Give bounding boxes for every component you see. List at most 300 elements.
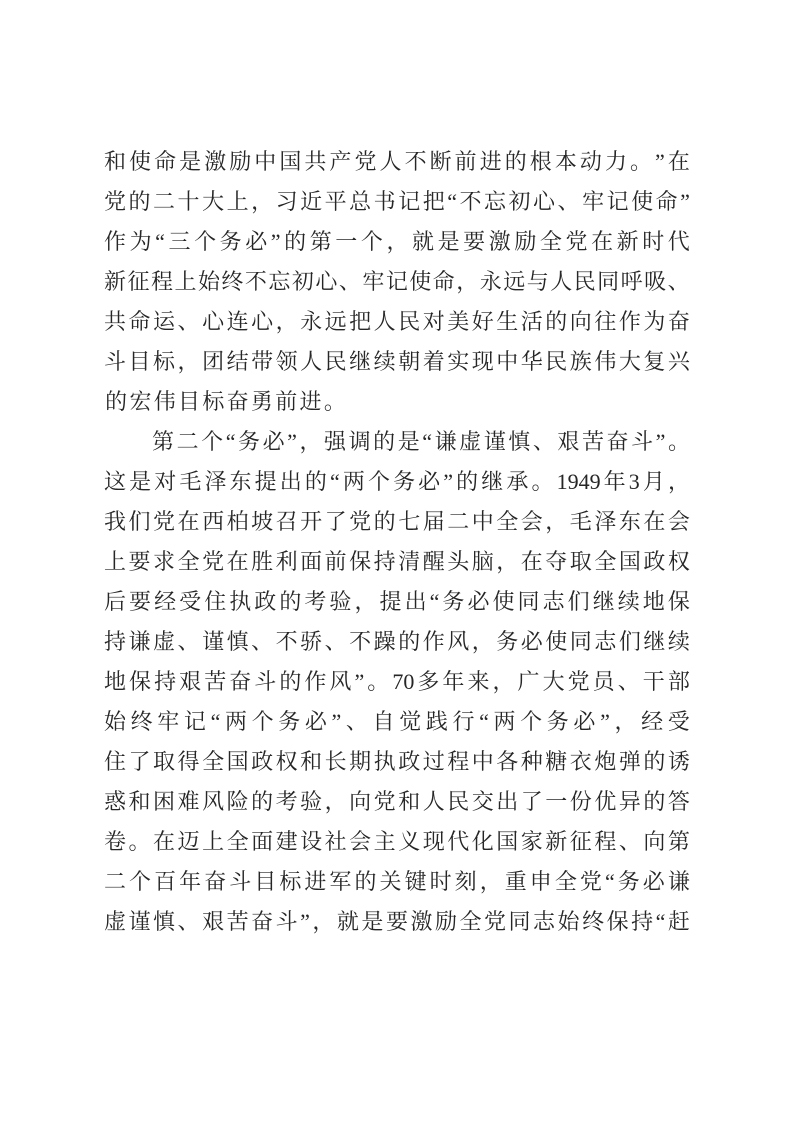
text-token: 党	[349, 509, 372, 534]
text-token: 得	[177, 749, 200, 774]
text-token: 命	[154, 149, 177, 174]
text-token: 二	[447, 509, 470, 534]
text-token: 大	[202, 189, 225, 214]
text-line-6	[104, 342, 690, 382]
text-token: 的	[545, 309, 568, 334]
text-token: 党	[565, 229, 588, 254]
text-token: 关	[379, 869, 402, 894]
text-token: 励	[434, 909, 457, 934]
text-token: 要	[129, 589, 152, 614]
text-token: 不	[244, 269, 267, 294]
text-token: 出	[404, 589, 427, 614]
text-token: 取	[153, 749, 176, 774]
text-token: 好	[471, 309, 494, 334]
text-token: 、	[345, 709, 368, 734]
text-line-18	[104, 822, 690, 862]
text-token: “	[329, 469, 340, 494]
text-token: 第	[152, 429, 175, 454]
text-token: 面	[300, 549, 323, 574]
text-token: 了	[128, 749, 151, 774]
text-token: 政	[251, 749, 274, 774]
text-token: 继	[643, 629, 666, 654]
text-token: 、	[338, 269, 361, 294]
text-token: 、	[177, 309, 200, 334]
text-token: 初	[508, 189, 531, 214]
text-token: 的	[643, 749, 666, 774]
text-token: 全	[459, 909, 482, 934]
text-token: 提	[379, 589, 402, 614]
text-token: ，	[275, 309, 298, 334]
text-token: 代	[667, 229, 690, 254]
text-token: 务	[238, 429, 261, 454]
text-token: 续	[373, 349, 396, 374]
text-token: 和	[104, 149, 127, 174]
text-token: 忘	[484, 189, 507, 214]
text-token: 两	[224, 709, 247, 734]
text-token: 在	[591, 229, 614, 254]
text-token: ，	[496, 549, 519, 574]
text-token: 就	[336, 909, 359, 934]
text-token: 程	[150, 269, 173, 294]
text-token: 心	[202, 309, 225, 334]
text-token: 近	[300, 189, 323, 214]
text-token: 骄	[300, 629, 323, 654]
text-token: 、	[557, 189, 580, 214]
text-token: 执	[229, 589, 252, 614]
text-token: 个	[251, 709, 274, 734]
text-token: 心	[533, 189, 556, 214]
text-token: 心	[315, 269, 338, 294]
text-token: 对	[154, 469, 177, 494]
text-token: 人	[379, 149, 402, 174]
text-token: 承	[506, 469, 529, 494]
text-token: 终	[130, 709, 153, 734]
text-token: 验	[300, 789, 323, 814]
text-token: 出	[279, 469, 302, 494]
text-token: 住	[104, 749, 127, 774]
text-token: 奋	[226, 389, 249, 414]
text-token: 执	[373, 749, 396, 774]
text-line-11	[104, 542, 690, 582]
text-token: 的	[279, 669, 302, 694]
text-token: ，	[456, 269, 479, 294]
text-token: 权	[667, 549, 690, 574]
text-token: 忘	[268, 269, 291, 294]
text-token: 员	[592, 669, 615, 694]
text-token: 同	[508, 909, 531, 934]
text-token: 个	[367, 469, 390, 494]
text-token: 在	[177, 509, 200, 534]
text-token: 、	[177, 629, 200, 654]
text-token: 记	[606, 189, 629, 214]
text-token: 续	[667, 629, 690, 654]
text-line-5	[104, 302, 690, 342]
text-token: 必	[262, 429, 285, 454]
text-token: 必	[304, 709, 327, 734]
text-token: 权	[275, 749, 298, 774]
text-token: 华	[520, 349, 543, 374]
text-token: 的	[643, 789, 666, 814]
text-token: 奋	[667, 309, 690, 334]
text-token: 份	[569, 789, 592, 814]
text-token: 为	[129, 229, 152, 254]
text-token: 志	[542, 589, 565, 614]
text-token: 奋	[229, 669, 252, 694]
text-token: 向	[643, 829, 666, 854]
text-token: 务	[496, 629, 519, 654]
text-token: ，	[492, 669, 515, 694]
text-token: 续	[617, 589, 640, 614]
text-token: 设	[300, 829, 323, 854]
text-token: 使	[409, 269, 432, 294]
text-token: 泽	[204, 469, 227, 494]
text-token: 醒	[422, 549, 445, 574]
text-token: 后	[104, 589, 127, 614]
text-token: 不	[404, 149, 427, 174]
text-token: 全	[202, 749, 225, 774]
text-token: 的	[398, 629, 421, 654]
text-token: 往	[594, 309, 617, 334]
text-token: 把	[349, 309, 372, 334]
text-token: 为	[643, 309, 666, 334]
text-token: 命	[655, 189, 678, 214]
text-token: 的	[105, 389, 128, 414]
text-token: 必	[467, 589, 490, 614]
text-token: “	[210, 709, 221, 734]
text-token: 脑	[471, 549, 494, 574]
text-token: 年	[442, 669, 465, 694]
text-token: 根	[529, 149, 552, 174]
text-token: 、	[177, 909, 200, 934]
text-token: 十	[177, 189, 200, 214]
text-token: ，	[545, 509, 568, 534]
text-token: 个	[201, 429, 224, 454]
text-token: 活	[520, 309, 543, 334]
text-token: 带	[251, 349, 274, 374]
text-token: ”	[270, 229, 281, 254]
text-token: 优	[594, 789, 617, 814]
text-token: 各	[496, 749, 519, 774]
text-token: 使	[545, 629, 568, 654]
text-token: 作	[104, 229, 127, 254]
text-line-14	[104, 662, 690, 702]
text-token: 的	[456, 469, 479, 494]
text-token: 3	[628, 469, 640, 494]
text-token: 毛	[569, 509, 592, 534]
text-token: 把	[422, 189, 445, 214]
text-line-10	[104, 502, 690, 542]
text-token: 苦	[204, 669, 227, 694]
text-token: 、	[667, 269, 690, 294]
text-token: 勇	[250, 389, 273, 414]
text-token: 务	[546, 709, 569, 734]
text-token: 社	[324, 829, 347, 854]
text-token: 和	[398, 789, 421, 814]
text-token: 胜	[251, 549, 274, 574]
text-token: 我	[104, 509, 127, 534]
text-token: 答	[667, 789, 690, 814]
text-token: 了	[520, 789, 543, 814]
text-token: 异	[618, 789, 641, 814]
text-token: 毛	[179, 469, 202, 494]
text-token: 奋	[251, 909, 274, 934]
text-token: 召	[275, 509, 298, 534]
text-line-19	[104, 862, 690, 902]
text-token: 是	[129, 469, 152, 494]
text-token: ”	[354, 669, 365, 694]
text-token: 进	[479, 149, 502, 174]
text-token: 标	[153, 349, 176, 374]
text-token: 使	[631, 189, 654, 214]
text-token: 政	[398, 749, 421, 774]
text-token: 炮	[594, 749, 617, 774]
text-token: 谨	[483, 429, 506, 454]
text-token: 牢	[582, 189, 605, 214]
text-token: 新	[104, 269, 127, 294]
text-token: 党	[354, 149, 377, 174]
text-token: 个	[520, 709, 543, 734]
text-token: 习	[275, 189, 298, 214]
text-token: 虚	[459, 429, 482, 454]
text-token: 。	[323, 389, 346, 414]
text-token: 躁	[373, 629, 396, 654]
text-token: 作	[422, 629, 445, 654]
text-token: 来	[467, 669, 490, 694]
text-token: 始	[557, 909, 580, 934]
text-token: 期	[349, 749, 372, 774]
text-token: 朝	[398, 349, 421, 374]
text-token: 夺	[545, 549, 568, 574]
text-token: 伟	[153, 389, 176, 414]
text-token: 志	[533, 909, 556, 934]
text-token: 柏	[226, 509, 249, 534]
text-token: 全	[177, 549, 200, 574]
text-token: 会	[667, 509, 690, 534]
text-token: 就	[412, 229, 435, 254]
text-token: 励	[514, 229, 537, 254]
text-token: 提	[254, 469, 277, 494]
text-token: 。	[629, 149, 652, 174]
text-token: 保	[129, 669, 152, 694]
text-token: 卷	[104, 829, 127, 854]
text-token: 作	[618, 309, 641, 334]
text-token: 三	[168, 229, 191, 254]
text-token: 政	[254, 589, 277, 614]
text-token: 进	[304, 869, 327, 894]
text-token: 必	[245, 229, 268, 254]
text-token: 行	[452, 709, 475, 734]
text-token: 新	[616, 229, 639, 254]
text-token: 本	[554, 149, 577, 174]
text-token: 继	[481, 469, 504, 494]
text-token: 长	[324, 749, 347, 774]
text-token: 化	[471, 829, 494, 854]
text-token: 伟	[594, 349, 617, 374]
text-token: 、	[251, 629, 274, 654]
text-token: 经	[641, 709, 664, 734]
text-token: 运	[153, 309, 176, 334]
text-token: 保	[606, 909, 629, 934]
text-token: 部	[667, 669, 690, 694]
text-token: 政	[643, 549, 666, 574]
text-token: 实	[447, 349, 470, 374]
text-token: ”	[287, 429, 297, 454]
text-token: 二	[104, 869, 127, 894]
text-token: 地	[642, 589, 665, 614]
text-token: 中	[471, 509, 494, 534]
text-token: 二	[153, 189, 176, 214]
text-token: 激	[204, 149, 227, 174]
text-token: 总	[349, 189, 372, 214]
text-token: 人	[550, 269, 573, 294]
text-token: 。	[128, 829, 151, 854]
text-token: 记	[183, 709, 206, 734]
text-token: 断	[429, 149, 452, 174]
text-token: 的	[251, 789, 274, 814]
text-token: 七	[398, 509, 421, 534]
text-token: 风	[329, 669, 352, 694]
text-token: 的	[354, 869, 377, 894]
text-token: 作	[304, 669, 327, 694]
text-token: 斗	[275, 909, 298, 934]
text-token: 人	[300, 349, 323, 374]
text-token: 经	[154, 589, 177, 614]
text-line-12	[104, 582, 690, 622]
text-token: 的	[284, 229, 307, 254]
text-token: 开	[300, 509, 323, 534]
text-token: 月	[642, 469, 665, 494]
text-token: 现	[471, 349, 494, 374]
document-body	[104, 142, 690, 942]
text-line-1	[104, 142, 690, 182]
text-token: 全	[594, 549, 617, 574]
text-token: 年	[179, 869, 202, 894]
text-token: 惑	[104, 789, 127, 814]
text-token: 党	[373, 789, 396, 814]
text-token: 产	[329, 149, 352, 174]
text-token: 苦	[226, 909, 249, 934]
text-token: 的	[373, 429, 396, 454]
text-token: 这	[104, 469, 127, 494]
text-token: 交	[471, 789, 494, 814]
text-token: ”	[655, 149, 665, 174]
text-token: 目	[128, 349, 151, 374]
text-token: 标	[202, 389, 225, 414]
text-token: 要	[128, 549, 151, 574]
text-token: 命	[128, 309, 151, 334]
text-token: 中	[471, 749, 494, 774]
text-token: “	[604, 869, 615, 894]
text-token: 平	[324, 189, 347, 214]
text-token: 键	[404, 869, 427, 894]
text-token: “	[155, 229, 165, 254]
text-token: 西	[202, 509, 225, 534]
text-token: 呼	[620, 269, 643, 294]
text-token: 时	[429, 869, 452, 894]
text-token: 上	[174, 269, 197, 294]
text-token: 过	[422, 749, 445, 774]
text-token: 向	[569, 309, 592, 334]
text-token: ，	[354, 589, 377, 614]
text-token: 糖	[545, 749, 568, 774]
text-token: 斗	[631, 429, 654, 454]
text-token: 的	[504, 149, 527, 174]
text-token: 在	[226, 549, 249, 574]
text-token: 着	[422, 349, 445, 374]
text-token: 时	[642, 229, 665, 254]
text-token: 一	[335, 229, 358, 254]
text-token: 目	[254, 869, 277, 894]
text-token: 斗	[104, 349, 127, 374]
text-token: 头	[447, 549, 470, 574]
text-token: 代	[447, 829, 470, 854]
text-token: 赶	[667, 909, 690, 934]
text-token: 族	[569, 349, 592, 374]
text-token: 记	[385, 269, 408, 294]
text-token: 与	[526, 269, 549, 294]
text-token: 现	[422, 829, 445, 854]
text-token: 二	[176, 429, 199, 454]
text-token: 70	[392, 669, 415, 694]
text-token: 的	[304, 469, 327, 494]
text-token: 的	[128, 189, 151, 214]
text-token: ，	[324, 789, 347, 814]
text-token: 兴	[667, 349, 690, 374]
text-token: 民	[324, 349, 347, 374]
text-token: 和	[300, 749, 323, 774]
text-token: 中	[496, 349, 519, 374]
text-token: 、	[618, 829, 641, 854]
text-token: ，	[479, 869, 502, 894]
text-token: 民	[398, 309, 421, 334]
text-token: 艰	[557, 429, 580, 454]
text-token: 会	[349, 829, 372, 854]
text-token: 书	[373, 189, 396, 214]
text-token: 党	[104, 189, 127, 214]
text-token: 远	[324, 309, 347, 334]
text-token: 是	[437, 229, 460, 254]
text-token: 大	[618, 349, 641, 374]
text-token: 新	[545, 829, 568, 854]
text-token: 同	[569, 629, 592, 654]
text-token: 继	[349, 349, 372, 374]
text-token: 的	[373, 509, 396, 534]
text-token: 自	[372, 709, 395, 734]
text-token: 务	[219, 229, 242, 254]
text-token: 一	[545, 789, 568, 814]
text-token: “	[479, 709, 489, 734]
text-token: 考	[304, 589, 327, 614]
text-token: 慎	[508, 429, 531, 454]
text-token: 终	[221, 269, 244, 294]
text-token: 难	[177, 789, 200, 814]
text-token: 调	[348, 429, 371, 454]
text-token: 是	[397, 429, 420, 454]
text-token: ，	[177, 349, 200, 374]
text-token: 终	[582, 909, 605, 934]
text-token: 生	[496, 309, 519, 334]
text-token: 们	[128, 509, 151, 534]
text-token: 险	[226, 789, 249, 814]
text-token: 保	[667, 589, 690, 614]
text-line-8	[104, 422, 690, 462]
text-token: ，	[667, 469, 690, 494]
text-token: 泽	[594, 509, 617, 534]
text-token: “	[655, 909, 666, 934]
text-token: 党	[202, 549, 225, 574]
text-token: 是	[361, 909, 384, 934]
text-token: 谦	[128, 629, 151, 654]
